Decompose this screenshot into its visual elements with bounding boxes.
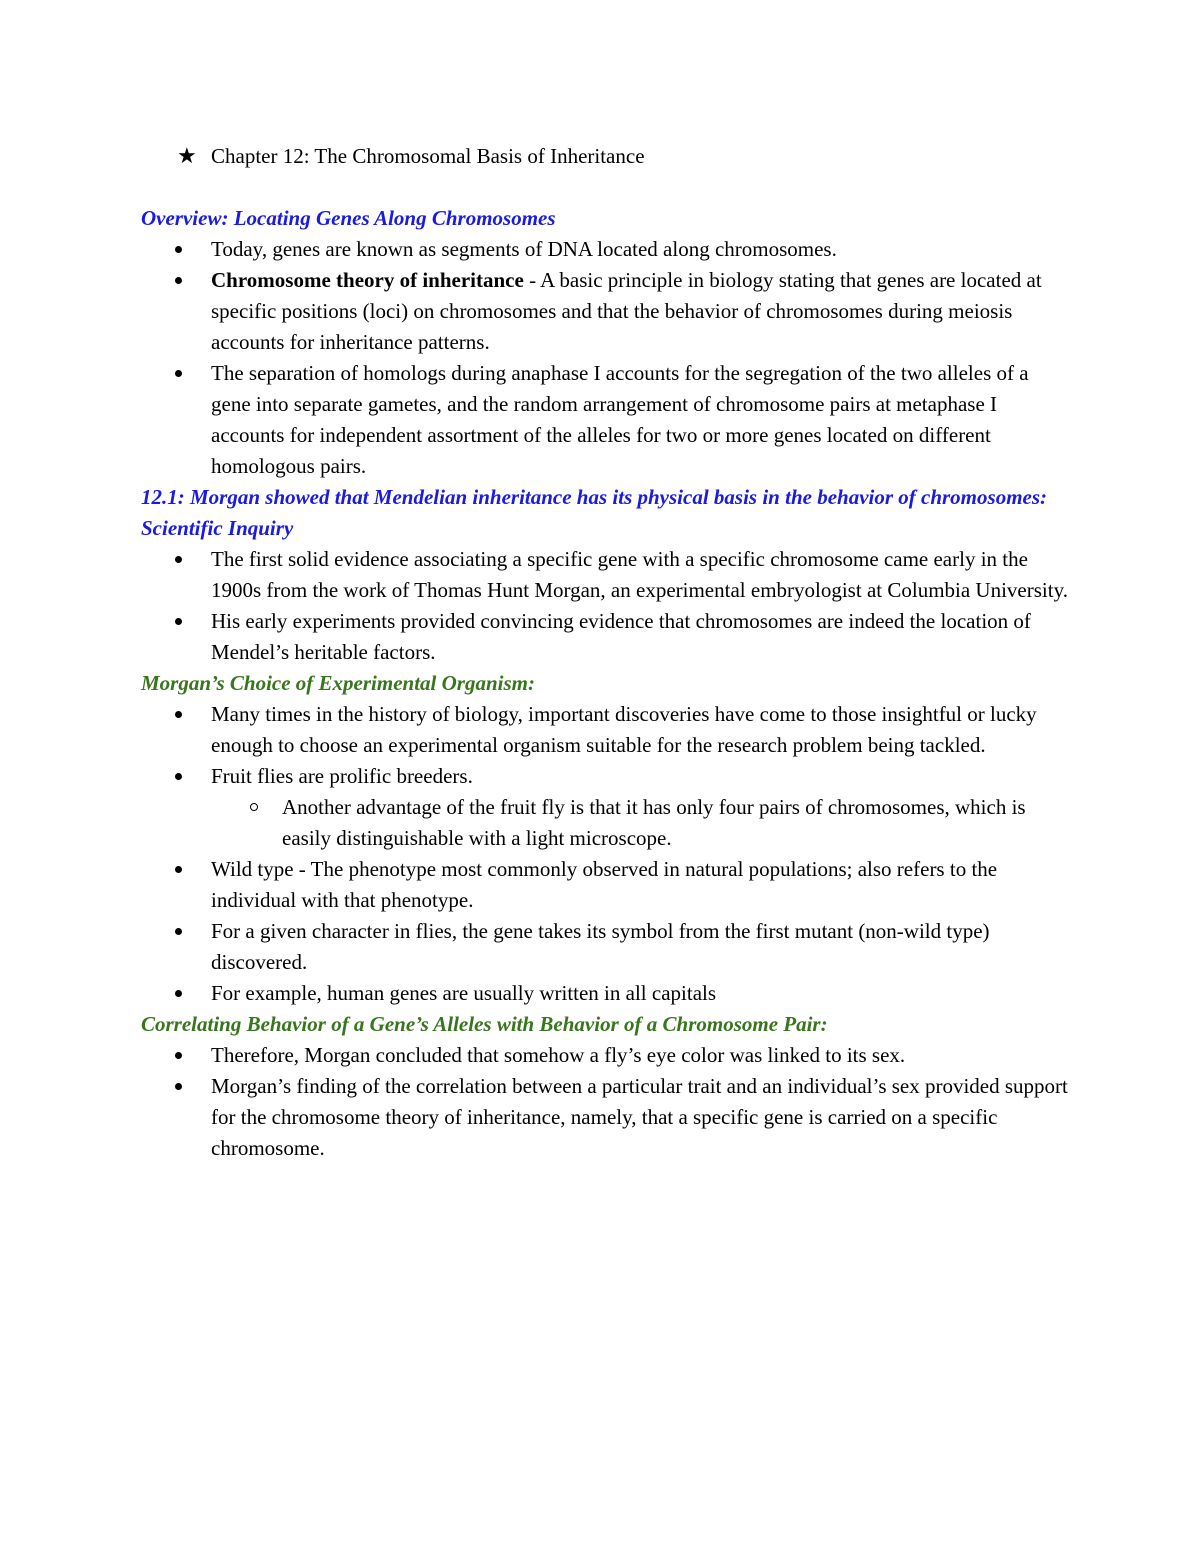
section-12-1-list: [141, 544, 1071, 668]
bullet-icon: [175, 618, 182, 625]
bullet-icon: [175, 773, 182, 780]
chapter-title: [141, 141, 1071, 172]
bullet-text: Today, genes are known as segments of DNA located along chromosomes.: [211, 237, 837, 261]
list-item: [141, 544, 1071, 606]
overview-heading: Overview: Locating Genes Along Chromosomes: [141, 206, 556, 230]
list-item: [141, 699, 1071, 761]
bullet-text: Therefore, Morgan concluded that somehow a fly’s eye color was linked to its sex.: [211, 1043, 906, 1067]
sub-bullet-text: Another advantage of the fruit fly is that it has only four pairs of chromosomes, which is easily distinguishable with a light microscope.: [282, 795, 1026, 850]
sub-list-item: [141, 792, 1071, 854]
correlating-heading: Correlating Behavior of a Gene’s Alleles with Behavior of a Chromosome Pair:: [141, 1012, 828, 1036]
bullet-text: Many times in the history of biology, important discoveries have come to those insightful or lucky enough to choose an experimental organism suitable for the research problem being tackled.: [211, 702, 1037, 757]
bullet-text: Morgan’s finding of the correlation between a particular trait and an individual’s sex provided support for the chromosome theory of inheritance, namely, that a specific gene is carried on a specific chromosome.: [211, 1074, 1068, 1160]
list-item: [141, 234, 1071, 265]
star-icon: ★: [177, 144, 197, 169]
bullet-text: For a given character in flies, the gene takes its symbol from the first mutant (non-wild type) discovered.: [211, 919, 990, 974]
list-item: [141, 978, 1071, 1009]
bullet-text: The separation of homologs during anaphase I accounts for the segregation of the two alleles of a gene into separate gametes, and the random arrangement of chromosome pairs at metaphase I accounts for independent assortment of the alleles for two or more genes located on different homologous pairs.: [211, 361, 1029, 478]
correlating-list: [141, 1040, 1071, 1164]
bullet-icon: [175, 928, 182, 935]
bullet-icon: [175, 711, 182, 718]
list-item: [141, 1071, 1071, 1164]
bullet-icon: [175, 246, 182, 253]
bullet-text: Wild type - The phenotype most commonly observed in natural populations; also refers to the individual with that phenotype.: [211, 857, 998, 912]
list-item: [141, 916, 1071, 978]
bullet-icon: [175, 556, 182, 563]
term-chromosome-theory: Chromosome theory of inheritance: [211, 268, 524, 292]
blank-line: [141, 172, 1071, 203]
organism-choice-list: [141, 699, 1071, 1009]
bullet-icon: [175, 277, 182, 284]
bullet-icon: [175, 1052, 182, 1059]
bullet-text: - A basic principle in biology stating that genes are located at specific positions (loci) on chromosomes and that the behavior of chromosomes during meiosis accounts for inheritance patterns.: [211, 268, 1042, 354]
bullet-icon: [175, 866, 182, 873]
bullet-icon: [175, 990, 182, 997]
document-content: [141, 141, 1071, 1164]
bullet-text: For example, human genes are usually written in all capitals: [211, 981, 717, 1005]
bullet-text: Fruit flies are prolific breeders.: [211, 764, 473, 788]
list-item: [141, 1040, 1071, 1071]
chapter-title-text: Chapter 12: The Chromosomal Basis of Inheritance: [211, 144, 645, 168]
bullet-text: His early experiments provided convincing evidence that chromosomes are indeed the location of Mendel’s heritable factors.: [211, 609, 1031, 664]
bullet-text: The first solid evidence associating a specific gene with a specific chromosome came early in the 1900s from the work of Thomas Hunt Morgan, an experimental embryologist at Columbia University.: [211, 547, 1068, 602]
overview-list: [141, 234, 1071, 482]
list-item: [141, 265, 1071, 358]
bullet-icon: [175, 1083, 182, 1090]
section-12-1-heading: 12.1: Morgan showed that Mendelian inheritance has its physical basis in the behavior of chromosomes: Scientific Inquiry: [141, 485, 1048, 540]
list-item: [141, 358, 1071, 482]
list-item: [141, 606, 1071, 668]
organism-choice-heading: Morgan’s Choice of Experimental Organism:: [141, 671, 535, 695]
list-item: [141, 761, 1071, 792]
hollow-bullet-icon: [250, 803, 258, 811]
list-item: [141, 854, 1071, 916]
bullet-icon: [175, 370, 182, 377]
